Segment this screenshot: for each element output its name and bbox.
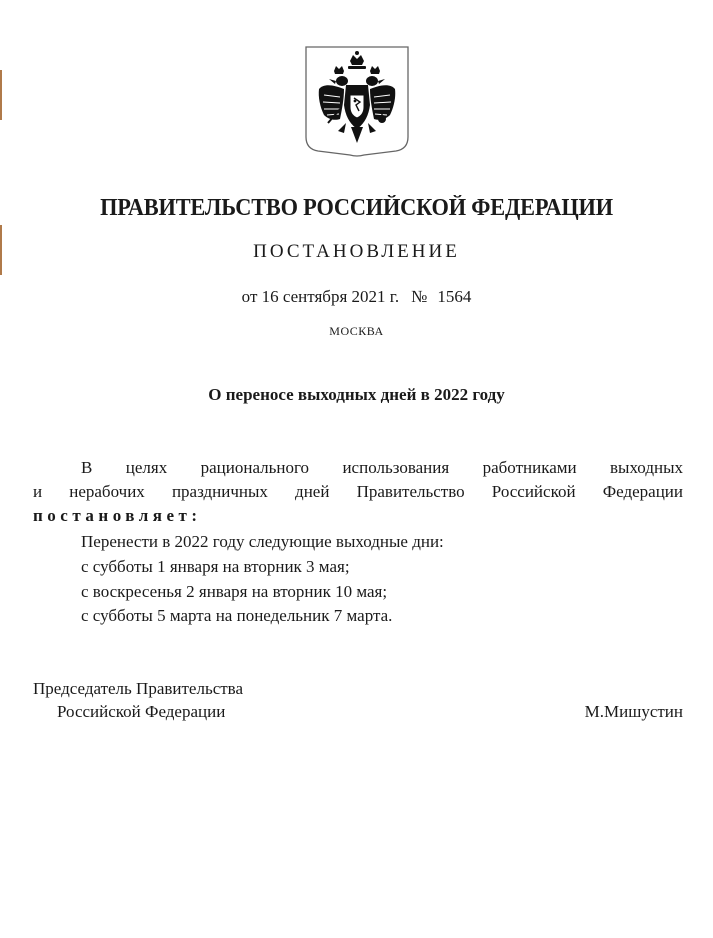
document-city: МОСКВА bbox=[329, 324, 384, 338]
document-type: ПОСТАНОВЛЕНИЕ bbox=[253, 241, 460, 262]
date-and-number bbox=[0, 287, 713, 307]
document-subject: О переносе выходных дней в 2022 году bbox=[208, 385, 505, 404]
resolves-word: постановляет: bbox=[33, 506, 202, 525]
scan-edge-mark bbox=[0, 70, 2, 120]
government-title: ПРАВИТЕЛЬСТВО РОССИЙСКОЙ ФЕДЕРАЦИИ bbox=[100, 195, 613, 221]
list-item: с субботы 1 января на вторник 3 мая; bbox=[81, 557, 350, 576]
list-item: с субботы 5 марта на понедельник 7 марта. bbox=[81, 606, 393, 625]
coat-of-arms-icon bbox=[304, 45, 410, 161]
intro-line-1: В целях рационального использования работниками выходных bbox=[81, 458, 683, 477]
signatory-name: М.Мишустин bbox=[584, 702, 683, 721]
signatory-position-line-1: Председатель Правительства bbox=[33, 679, 244, 698]
document-date: от 16 сентября 2021 г. bbox=[241, 287, 400, 306]
number-sign: № bbox=[411, 287, 428, 306]
list-item: с воскресенья 2 января на вторник 10 мая; bbox=[81, 582, 388, 601]
signatory-position-line-2: Российской Федерации bbox=[57, 702, 226, 721]
document-number: 1564 bbox=[437, 287, 472, 306]
list-item: Перенести в 2022 году следующие выходные дни: bbox=[81, 532, 444, 551]
intro-line-2: и нерабочих праздничных дней Правительство Российской Федерации bbox=[33, 482, 683, 501]
